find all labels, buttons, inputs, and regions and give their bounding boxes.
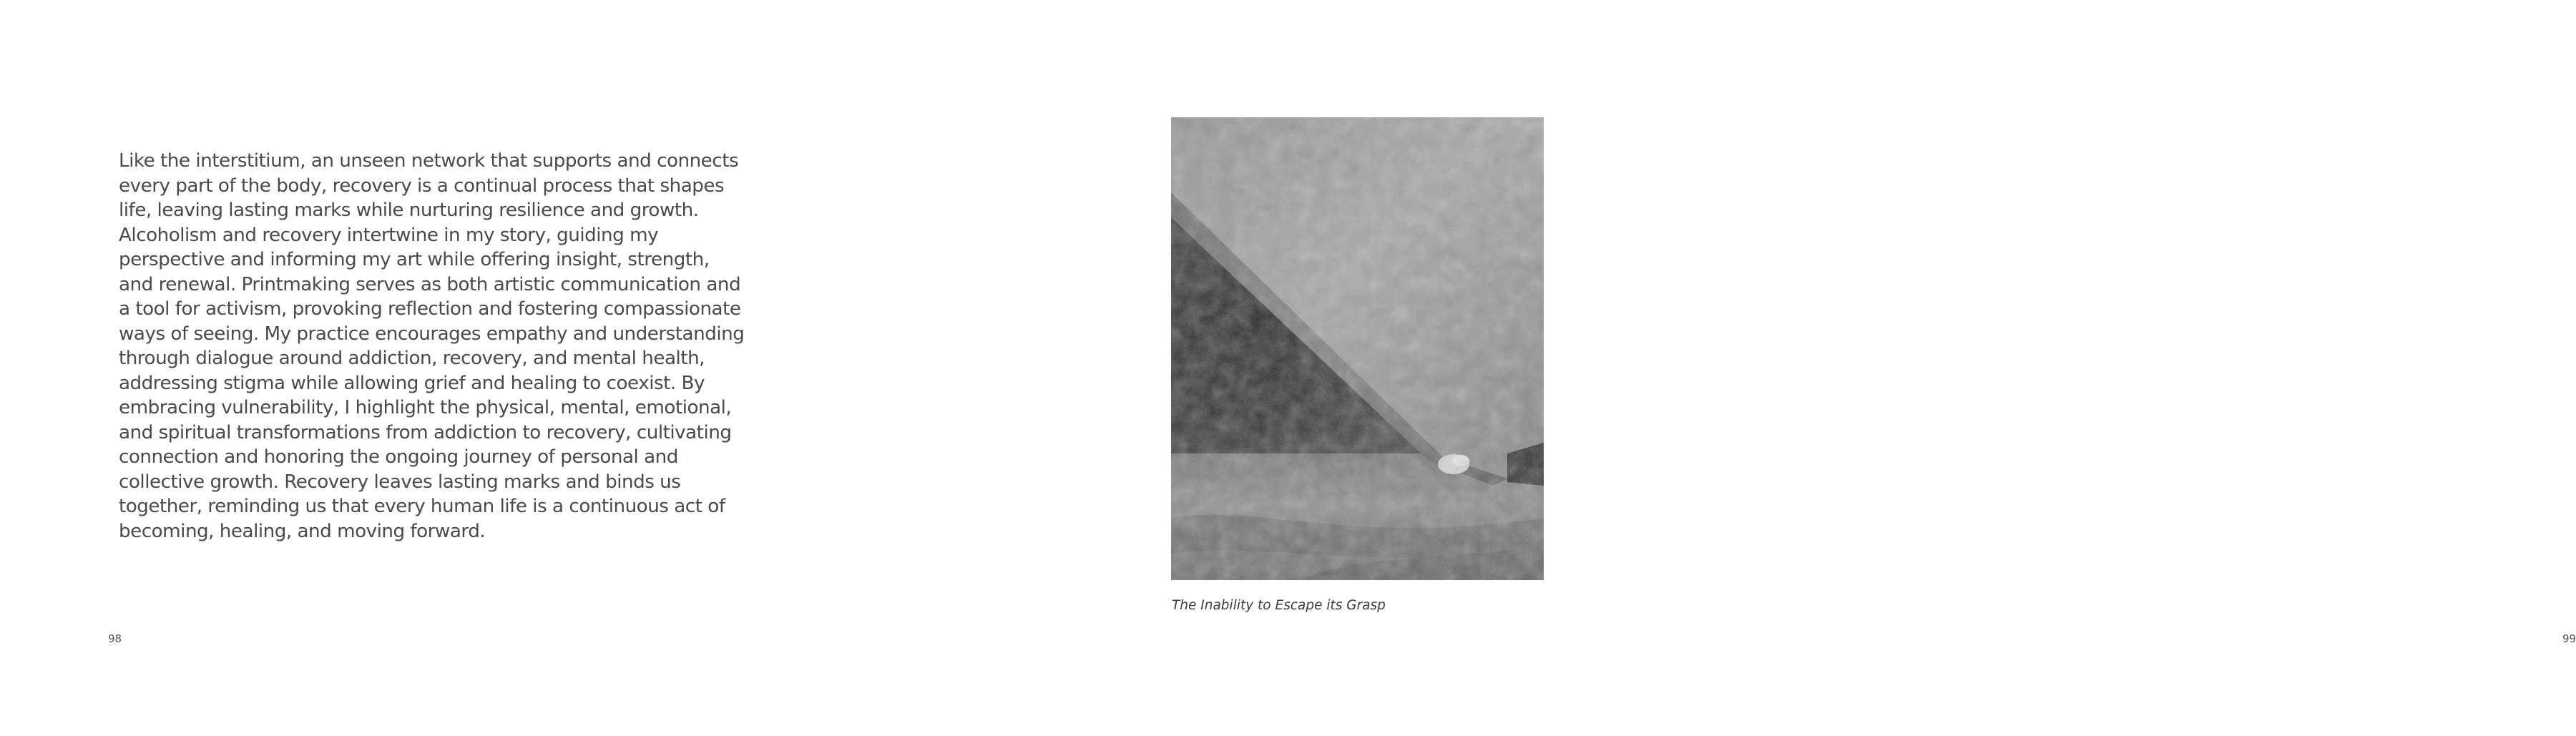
statement-line: every part of the body, recovery is a continual process that shapes [119,175,725,197]
statement-line: Alcoholism and recovery intertwine in my story, guiding my [119,224,659,246]
statement-line: connection and honoring the ongoing journey of personal and [119,446,678,468]
statement-line: becoming, healing, and moving forward. [119,520,486,542]
page-number-left: 98 [108,632,122,645]
statement-line: Like the interstitium, an unseen network that supports and connects [119,150,739,172]
artist-statement [119,149,777,544]
statement-line: ways of seeing. My practice encourages empathy and understanding [119,323,745,345]
statement-line: perspective and informing my art while offering insight, strength, [119,249,710,270]
left-page [0,0,894,736]
right-page [894,0,2576,736]
statement-line: collective growth. Recovery leaves lasting marks and binds us [119,471,681,493]
statement-line: addressing stigma while allowing grief and healing to coexist. By [119,372,705,394]
statement-line: embracing vulnerability, I highlight the physical, mental, emotional, [119,397,732,418]
statement-line: and renewal. Printmaking serves as both artistic communication and [119,273,741,295]
photo-caption: The Inability to Escape its Grasp [1172,598,1386,613]
statement-line: a tool for activism, provoking reflection and fostering compassionate [119,298,741,320]
stone-photograph [1171,117,1544,580]
artwork-photo [1171,117,1544,580]
statement-line: together, reminding us that every human life is a continuous act of [119,496,725,517]
statement-line: life, leaving lasting marks while nurturing resilience and growth. [119,200,699,221]
statement-line: and spiritual transformations from addiction to recovery, cultivating [119,421,732,443]
statement-line: through dialogue around addiction, recovery, and mental health, [119,348,705,369]
page-number-right: 99 [2562,632,2576,645]
